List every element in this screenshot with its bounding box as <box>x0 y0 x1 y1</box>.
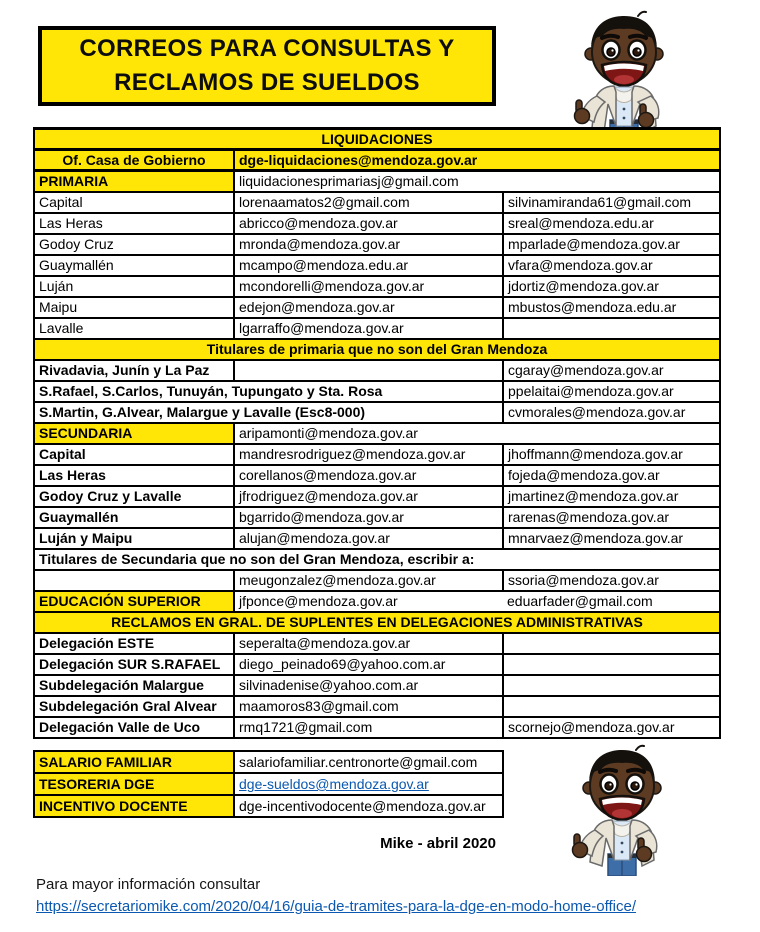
email-cell: aripamonti@mendoza.gov.ar <box>234 423 720 444</box>
table-row <box>34 570 720 591</box>
table-row <box>34 486 720 507</box>
table-row <box>34 360 720 381</box>
row-label-cell: SECUNDARIA <box>34 423 234 444</box>
table-row <box>34 751 503 773</box>
email-cell: abricco@mendoza.gov.ar <box>234 213 503 234</box>
row-label-cell: PRIMARIA <box>34 171 234 192</box>
table-row <box>34 255 720 276</box>
email-cell: eduarfader@gmail.com <box>503 591 720 612</box>
email-cell: mparlade@mendoza.gov.ar <box>503 234 720 255</box>
email-cell: mnarvaez@mendoza.gov.ar <box>503 528 720 549</box>
email-cell: meugonzalez@mendoza.gov.ar <box>234 570 503 591</box>
empty-cell <box>503 696 720 717</box>
email-cell: salariofamiliar.centronorte@gmail.com <box>234 751 503 773</box>
row-label-cell: S.Rafael, S.Carlos, Tunuyán, Tupungato y Sta. Rosa <box>34 381 503 402</box>
empty-cell <box>503 318 720 339</box>
credit-line: Mike - abril 2020 <box>380 835 496 852</box>
email-cell: corellanos@mendoza.gov.ar <box>234 465 503 486</box>
email-cell: scornejo@mendoza.gov.ar <box>503 717 720 738</box>
email-cell: cvmorales@mendoza.gov.ar <box>503 402 720 423</box>
section-header: LIQUIDACIONES <box>34 129 720 150</box>
email-cell[interactable] <box>234 773 503 795</box>
row-label-cell: Subdelegación Malargue <box>34 675 234 696</box>
email-directory-table <box>33 127 721 739</box>
row-label-cell: Las Heras <box>34 213 234 234</box>
empty-cell <box>234 360 503 381</box>
email-cell: mcampo@mendoza.edu.ar <box>234 255 503 276</box>
row-label-cell: Subdelegación Gral Alvear <box>34 696 234 717</box>
email-cell: mronda@mendoza.gov.ar <box>234 234 503 255</box>
email-cell: maamoros83@gmail.com <box>234 696 503 717</box>
row-label-cell: Capital <box>34 192 234 213</box>
table-row <box>34 234 720 255</box>
table-row <box>34 192 720 213</box>
row-label-cell: Godoy Cruz y Lavalle <box>34 486 234 507</box>
table-row <box>34 717 720 738</box>
table-row <box>34 171 720 192</box>
table-row <box>34 549 720 570</box>
table-row <box>34 633 720 654</box>
table-row <box>34 654 720 675</box>
table-row <box>34 696 720 717</box>
row-label-cell: Maipu <box>34 297 234 318</box>
email-cell: jfrodriguez@mendoza.gov.ar <box>234 486 503 507</box>
table-row <box>34 444 720 465</box>
page-title-line2: RECLAMOS DE SUELDOS <box>114 69 420 96</box>
page-title-line1: CORREOS PARA CONSULTAS Y <box>79 35 455 62</box>
row-label-cell: Godoy Cruz <box>34 234 234 255</box>
row-label-cell: Guaymallén <box>34 255 234 276</box>
row-label-cell: Delegación ESTE <box>34 633 234 654</box>
email-cell: mbustos@mendoza.edu.ar <box>503 297 720 318</box>
row-label-cell: Luján <box>34 276 234 297</box>
table-row <box>34 297 720 318</box>
email-cell: silvinadenise@yahoo.com.ar <box>234 675 503 696</box>
table-row <box>34 528 720 549</box>
section-header: Titulares de primaria que no son del Gran Mendoza <box>34 339 720 360</box>
row-label-cell: Capital <box>34 444 234 465</box>
row-label-cell: Lavalle <box>34 318 234 339</box>
row-label-cell: SALARIO FAMILIAR <box>34 751 234 773</box>
row-label-cell: Delegación Valle de Uco <box>34 717 234 738</box>
row-label-cell: Guaymallén <box>34 507 234 528</box>
email-cell: diego_peinado69@yahoo.com.ar <box>234 654 503 675</box>
email-cell: jmartinez@mendoza.gov.ar <box>503 486 720 507</box>
table-row <box>34 402 720 423</box>
empty-cell <box>34 570 234 591</box>
footer-link[interactable]: https://secretariomike.com/2020/04/16/guia-de-tramites-para-la-dge-en-modo-home-office/ <box>36 898 637 915</box>
email-cell: alujan@mendoza.gov.ar <box>234 528 503 549</box>
table-row <box>34 507 720 528</box>
mascot-thumbs-up-man-bottom <box>560 742 684 876</box>
email-cell: jfponce@mendoza.gov.ar <box>234 591 503 612</box>
footer-note: Para mayor información consultar <box>36 876 261 893</box>
email-cell: sreal@mendoza.edu.ar <box>503 213 720 234</box>
table-row <box>34 612 720 633</box>
row-label-cell: Luján y Maipu <box>34 528 234 549</box>
empty-cell <box>503 675 720 696</box>
email-cell: fojeda@mendoza.gov.ar <box>503 465 720 486</box>
email-cell: cgaray@mendoza.gov.ar <box>503 360 720 381</box>
email-cell: mandresrodriguez@mendoza.gov.ar <box>234 444 503 465</box>
email-cell: vfara@mendoza.gov.ar <box>503 255 720 276</box>
email-cell: liquidacionesprimariasj@gmail.com <box>234 171 720 192</box>
table-row <box>34 150 720 171</box>
table-row <box>34 213 720 234</box>
table-row <box>34 381 720 402</box>
email-cell: lorenaamatos2@gmail.com <box>234 192 503 213</box>
table-row <box>34 465 720 486</box>
table-row <box>34 773 503 795</box>
email-cell: mcondorelli@mendoza.gov.ar <box>234 276 503 297</box>
row-label-cell: Delegación SUR S.RAFAEL <box>34 654 234 675</box>
mascot-thumbs-up-man-top <box>562 8 686 142</box>
table-row <box>34 423 720 444</box>
email-cell: dge-liquidaciones@mendoza.gov.ar <box>234 150 720 171</box>
email-cell: ppelaitai@mendoza.gov.ar <box>503 381 720 402</box>
email-cell: jdortiz@mendoza.gov.ar <box>503 276 720 297</box>
email-cell: edejon@mendoza.gov.ar <box>234 297 503 318</box>
email-cell: ssoria@mendoza.gov.ar <box>503 570 720 591</box>
empty-cell <box>503 654 720 675</box>
row-label-cell: Of. Casa de Gobierno <box>34 150 234 171</box>
section-header: Titulares de Secundaria que no son del Gran Mendoza, escribir a: <box>34 549 720 570</box>
title-box <box>38 26 496 106</box>
email-cell: dge-incentivodocente@mendoza.gov.ar <box>234 795 503 817</box>
table-row <box>34 675 720 696</box>
special-contacts-table <box>33 750 504 818</box>
email-cell: silvinamiranda61@gmail.com <box>503 192 720 213</box>
table-row <box>34 129 720 150</box>
email-link[interactable]: dge-sueldos@mendoza.gov.ar <box>239 776 429 792</box>
email-cell: jhoffmann@mendoza.gov.ar <box>503 444 720 465</box>
empty-cell <box>503 633 720 654</box>
row-label-cell: INCENTIVO DOCENTE <box>34 795 234 817</box>
table-row <box>34 318 720 339</box>
email-cell: rarenas@mendoza.gov.ar <box>503 507 720 528</box>
email-cell: lgarraffo@mendoza.gov.ar <box>234 318 503 339</box>
section-header: RECLAMOS EN GRAL. DE SUPLENTES EN DELEGACIONES ADMINISTRATIVAS <box>34 612 720 633</box>
row-label-cell: Rivadavia, Junín y La Paz <box>34 360 234 381</box>
table-row <box>34 339 720 360</box>
table-row <box>34 795 503 817</box>
row-label-cell: S.Martin, G.Alvear, Malargue y Lavalle (Esc8-000) <box>34 402 503 423</box>
email-cell: rmq1721@gmail.com <box>234 717 503 738</box>
row-label-cell: TESORERIA DGE <box>34 773 234 795</box>
row-label-cell: EDUCACIÓN SUPERIOR <box>34 591 234 612</box>
email-cell: seperalta@mendoza.gov.ar <box>234 633 503 654</box>
table-row <box>34 591 720 612</box>
email-cell: bgarrido@mendoza.gov.ar <box>234 507 503 528</box>
table-row <box>34 276 720 297</box>
row-label-cell: Las Heras <box>34 465 234 486</box>
